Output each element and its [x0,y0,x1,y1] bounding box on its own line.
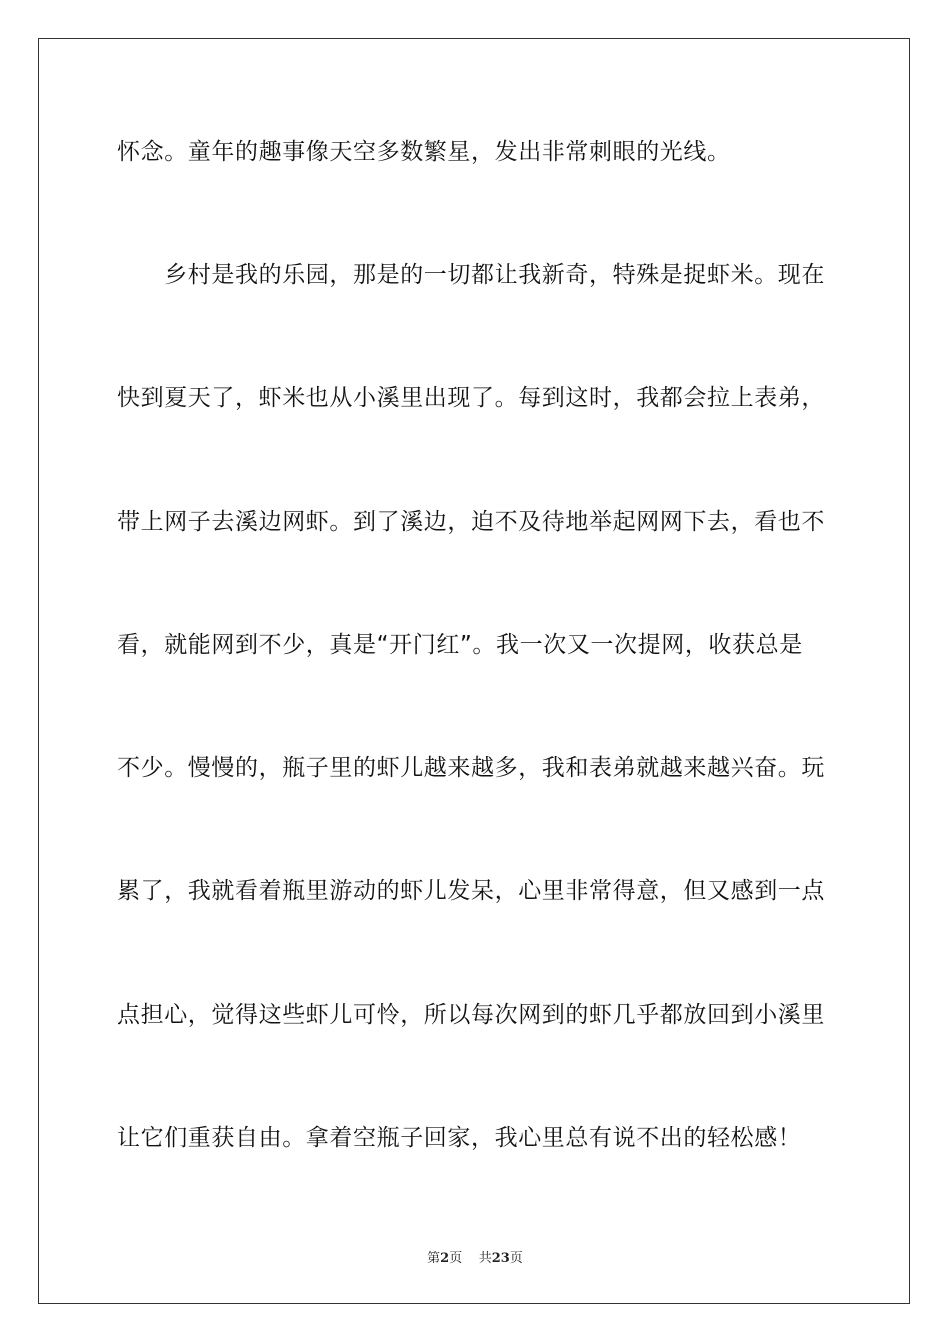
footer-page-prefix: 第 [427,1251,441,1266]
footer-total-pages: 23 [491,1251,510,1266]
text-line-4: 带上网子去溪边网虾。到了溪边，迫不及待地举起网网下去，看也不 [117,509,825,535]
text-line-1: 怀念。童年的趣事像天空多数繁星，发出非常刺眼的光线。 [117,139,731,165]
page-footer [0,1247,950,1266]
text-line-7: 累了，我就看着瓶里游动的虾儿发呆，心里非常得意，但又感到一点 [117,878,825,904]
footer-page-suffix: 页 [449,1251,463,1266]
text-line-9: 让它们重获自由。拿着空瓶子回家，我心里总有说不出的轻松感！ [117,1125,802,1151]
footer-total-suffix: 页 [509,1251,523,1266]
text-line-8: 点担心，觉得这些虾儿可怜，所以每次网到的虾几乎都放回到小溪里 [117,1002,825,1028]
text-line-3: 快到夏天了，虾米也从小溪里出现了。每到这时，我都会拉上表弟， [117,385,825,411]
text-line-2: 乡村是我的乐园，那是的一切都让我新奇，特殊是捉虾米。现在 [117,262,825,288]
text-line-5: 看，就能网到不少，真是“开门红”。我一次又一次提网，收获总是 [117,632,803,658]
page-border [38,38,910,1304]
footer-page-number: 2 [440,1251,450,1266]
text-line-6: 不少。慢慢的，瓶子里的虾儿越来越多，我和表弟就越来越兴奋。玩 [117,755,825,781]
footer-total-prefix: 共 [478,1251,492,1266]
